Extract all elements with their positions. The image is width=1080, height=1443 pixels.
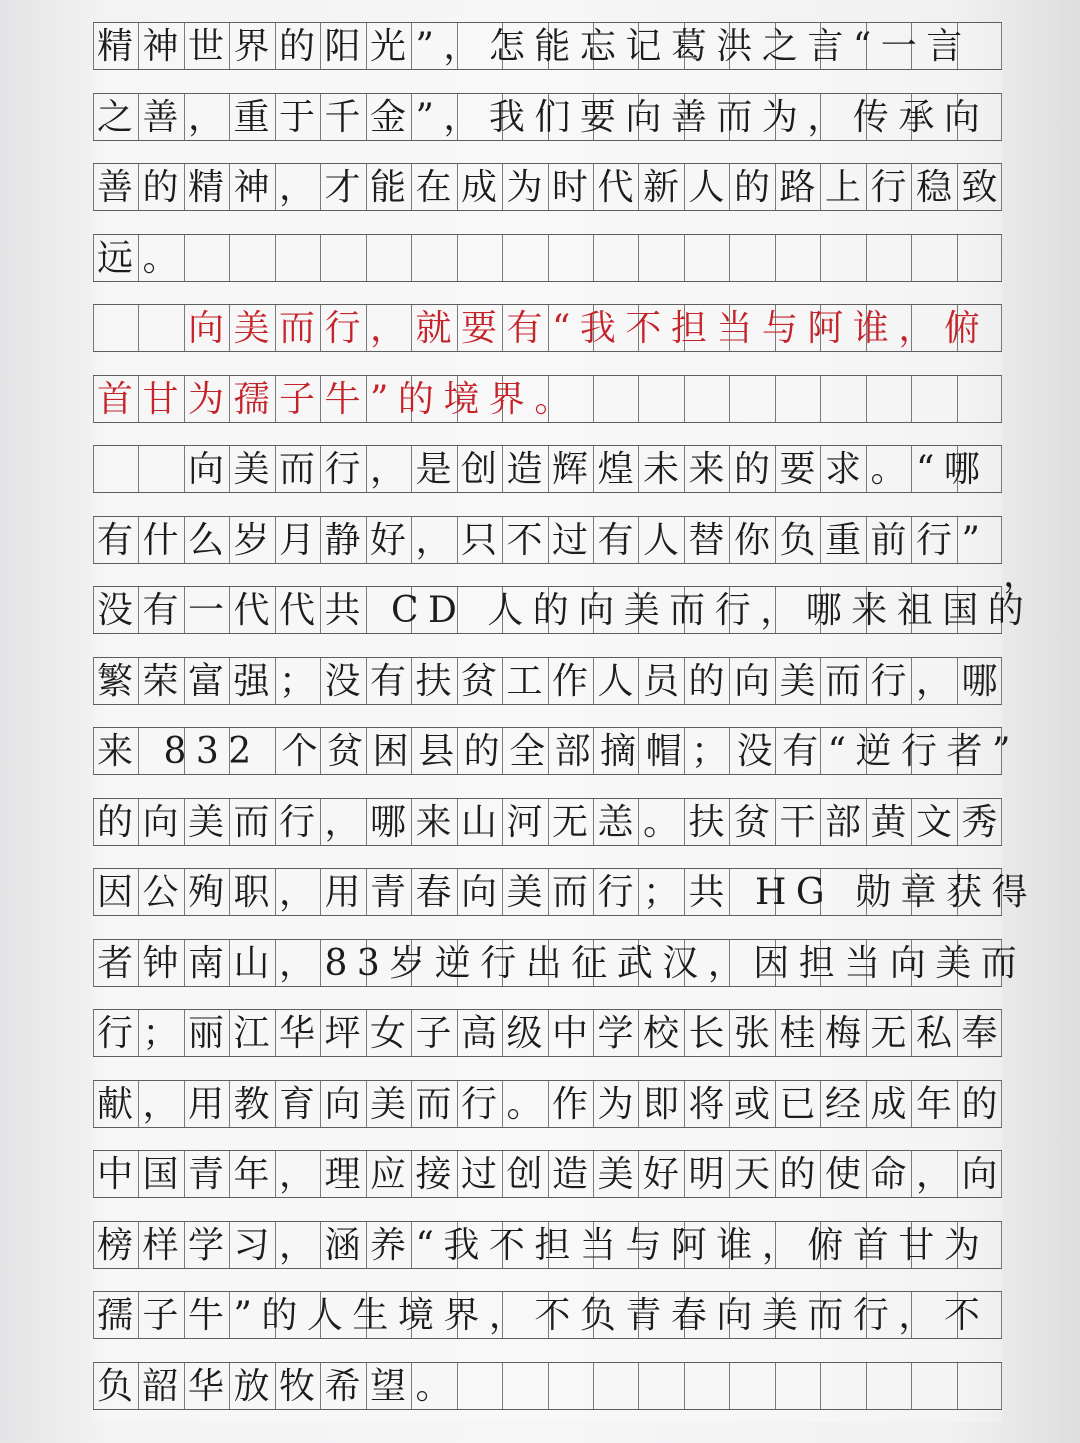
grid-row: [93, 727, 1020, 775]
composition-line: 向美而行，就要有“我不担当与阿谁，俯: [97, 308, 990, 349]
grid-row: [93, 22, 1002, 70]
grid-row: [93, 1080, 1008, 1128]
composition-line: 负韶华放牧希望。: [97, 1365, 462, 1407]
composition-line: 因公殉职，用青春向美而行；共 HG 勋章获得: [97, 872, 1038, 913]
composition-line: 向美而行，是创造辉煌未来的要求。“哪: [97, 449, 990, 490]
composition-line: 善的精神，才能在成为时代新人的路上行稳致: [97, 167, 1008, 208]
grid-row: [93, 1291, 1002, 1339]
composition-line: 榜样学习，涵养“我不担当与阿谁，俯首甘为: [97, 1224, 990, 1266]
grid-row: [93, 657, 1008, 705]
grid-row: [93, 163, 1008, 211]
composition-line: 有什么岁月静好，只不过有人替你负重前行”: [97, 519, 990, 561]
grid-row: [93, 375, 1002, 423]
composition-line: 首甘为孺子牛”的境界。: [97, 378, 580, 420]
line-overflow-comma: ，: [1003, 554, 1040, 595]
composition-line: 远。: [97, 237, 189, 279]
grid-row: [93, 1150, 1008, 1198]
composition-line: 没有一代代共 CD 人的向美而行，哪来祖国的: [97, 590, 1034, 631]
grid-row: [93, 234, 1002, 282]
composition-line: 繁荣富强；没有扶贫工作人员的向美而行，哪: [97, 660, 1008, 702]
composition-line: 献，用教育向美而行。作为即将或已经成年的: [97, 1083, 1008, 1125]
grid-row: [93, 1009, 1008, 1057]
composition-line: 中国青年，理应接过创造美好明天的使命，向: [97, 1154, 1008, 1195]
composition-line: 精神世界的阳光”，怎能忘记葛洪之言“一言: [97, 26, 972, 67]
composition-line: 之善，重于千金”，我们要向善而为，传承向: [97, 96, 990, 138]
grid-row: [93, 445, 1002, 493]
grid-row: [93, 798, 1008, 846]
composition-line: 的向美而行，哪来山河无恙。扶贫干部黄文秀: [97, 801, 1008, 843]
composition-grid-paper: [93, 22, 1038, 1422]
grid-row: [93, 93, 1002, 141]
grid-row: [93, 868, 1038, 916]
grid-row: [93, 586, 1034, 634]
grid-row: [93, 939, 1027, 987]
composition-line: 孺子牛”的人生境界，不负青春向美而行，不: [97, 1295, 990, 1336]
composition-line: 行；丽江华坪女子高级中学校长张桂梅无私奉: [97, 1013, 1008, 1054]
grid-row: [93, 1362, 1002, 1410]
grid-row: [93, 516, 1002, 564]
composition-line: 来 832 个贫困县的全部摘帽；没有“逆行者”: [97, 731, 1020, 772]
grid-row: [93, 1221, 1002, 1269]
grid-row: [93, 304, 1002, 352]
composition-line: 者钟南山，83岁逆行出征武汉，因担当向美而: [97, 942, 1027, 984]
